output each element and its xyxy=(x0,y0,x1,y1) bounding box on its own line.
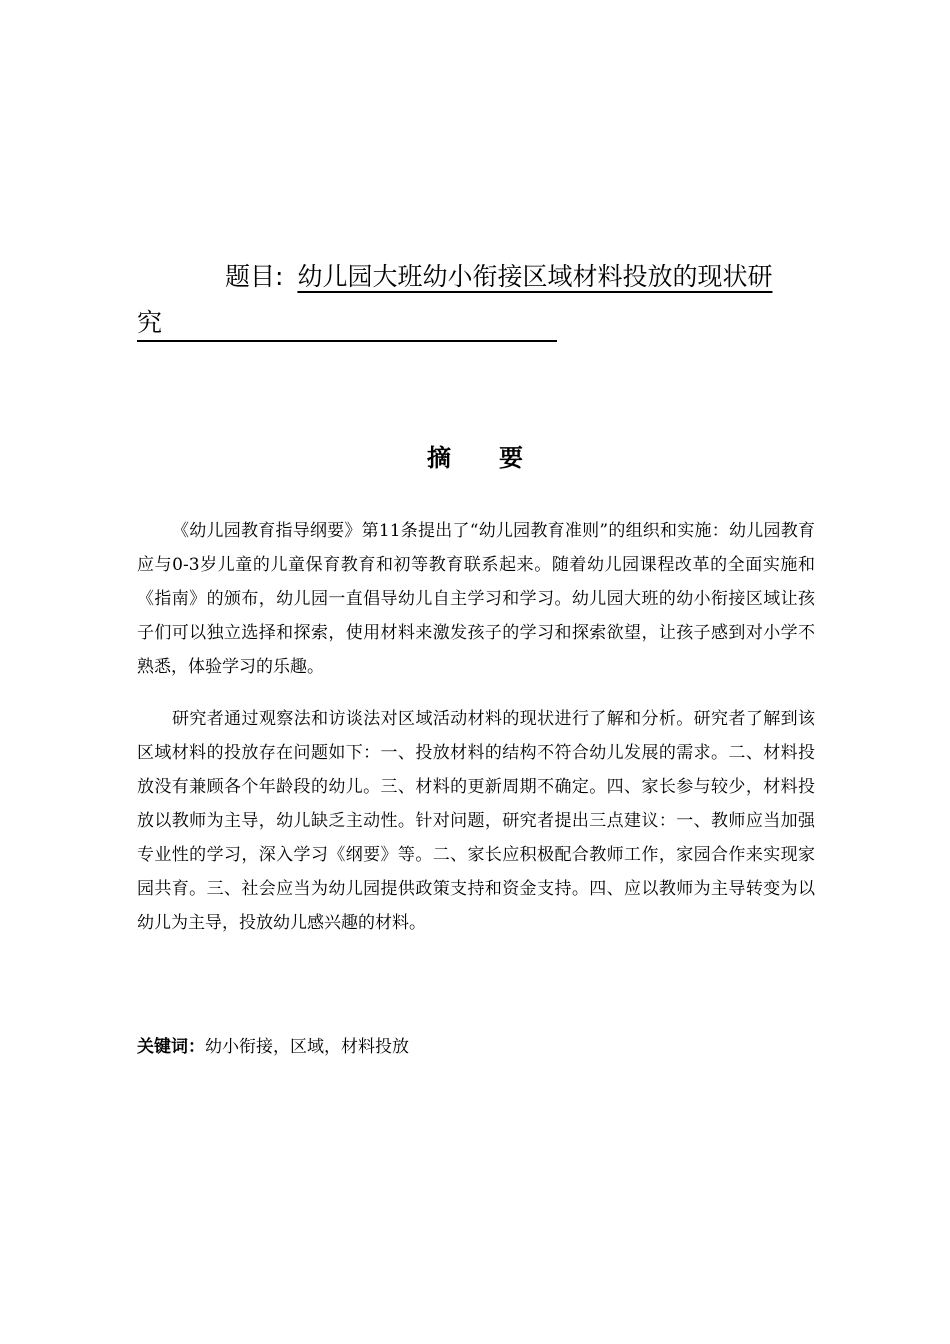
abstract-heading-char-2: 要 xyxy=(499,444,523,472)
title-text-part-1: 幼儿园大班幼小衔接区域材料投放的现状研 xyxy=(297,262,773,291)
abstract-paragraph-1: 《幼儿园教育指导纲要》第11条提出了“幼儿园教育准则”的组织和实施：幼儿园教育应与0-3岁儿童的儿童保育教育和初等教育联系起来。随着幼儿园课程改革的全面实施和《指南》的颁布，幼儿园一直倡导幼儿自主学习和学习。幼儿园大班的幼小衔接区域让孩子们可以独立选择和探索，使用材料来激发孩子的学习和探索欲望，让孩子感到对小学不熟悉，体验学习的乐趣。 xyxy=(137,521,815,677)
keywords-value: 幼小衔接，区域，材料投放 xyxy=(205,1037,409,1057)
title-line-1 xyxy=(137,254,817,300)
keywords-line xyxy=(137,1030,409,1064)
title-line-2 xyxy=(137,300,817,346)
thesis-title xyxy=(137,254,817,346)
abstract-heading xyxy=(0,438,950,473)
title-prefix: 题目: xyxy=(225,262,284,291)
title-text-part-2: 究 xyxy=(137,306,557,342)
abstract-paragraph-2: 研究者通过观察法和访谈法对区域活动材料的现状进行了解和分析。研究者了解到该区域材料的投放存在问题如下：一、投放材料的结构不符合幼儿发展的需求。二、材料投放没有兼顾各个年龄段的幼儿。三、材料的更新周期不确定。四、家长参与较少，材料投放以教师为主导，幼儿缺乏主动性。针对问题，研究者提出三点建议：一、教师应当加强专业性的学习，深入学习《纲要》等。二、家长应积极配合教师工作，家园合作来实现家园共育。三、社会应当为幼儿园提供政策支持和资金支持。四、应以教师为主导转变为以幼儿为主导，投放幼儿感兴趣的材料。 xyxy=(137,709,815,933)
keywords-label: 关键词： xyxy=(137,1037,205,1057)
abstract-heading-char-1: 摘 xyxy=(427,444,451,472)
